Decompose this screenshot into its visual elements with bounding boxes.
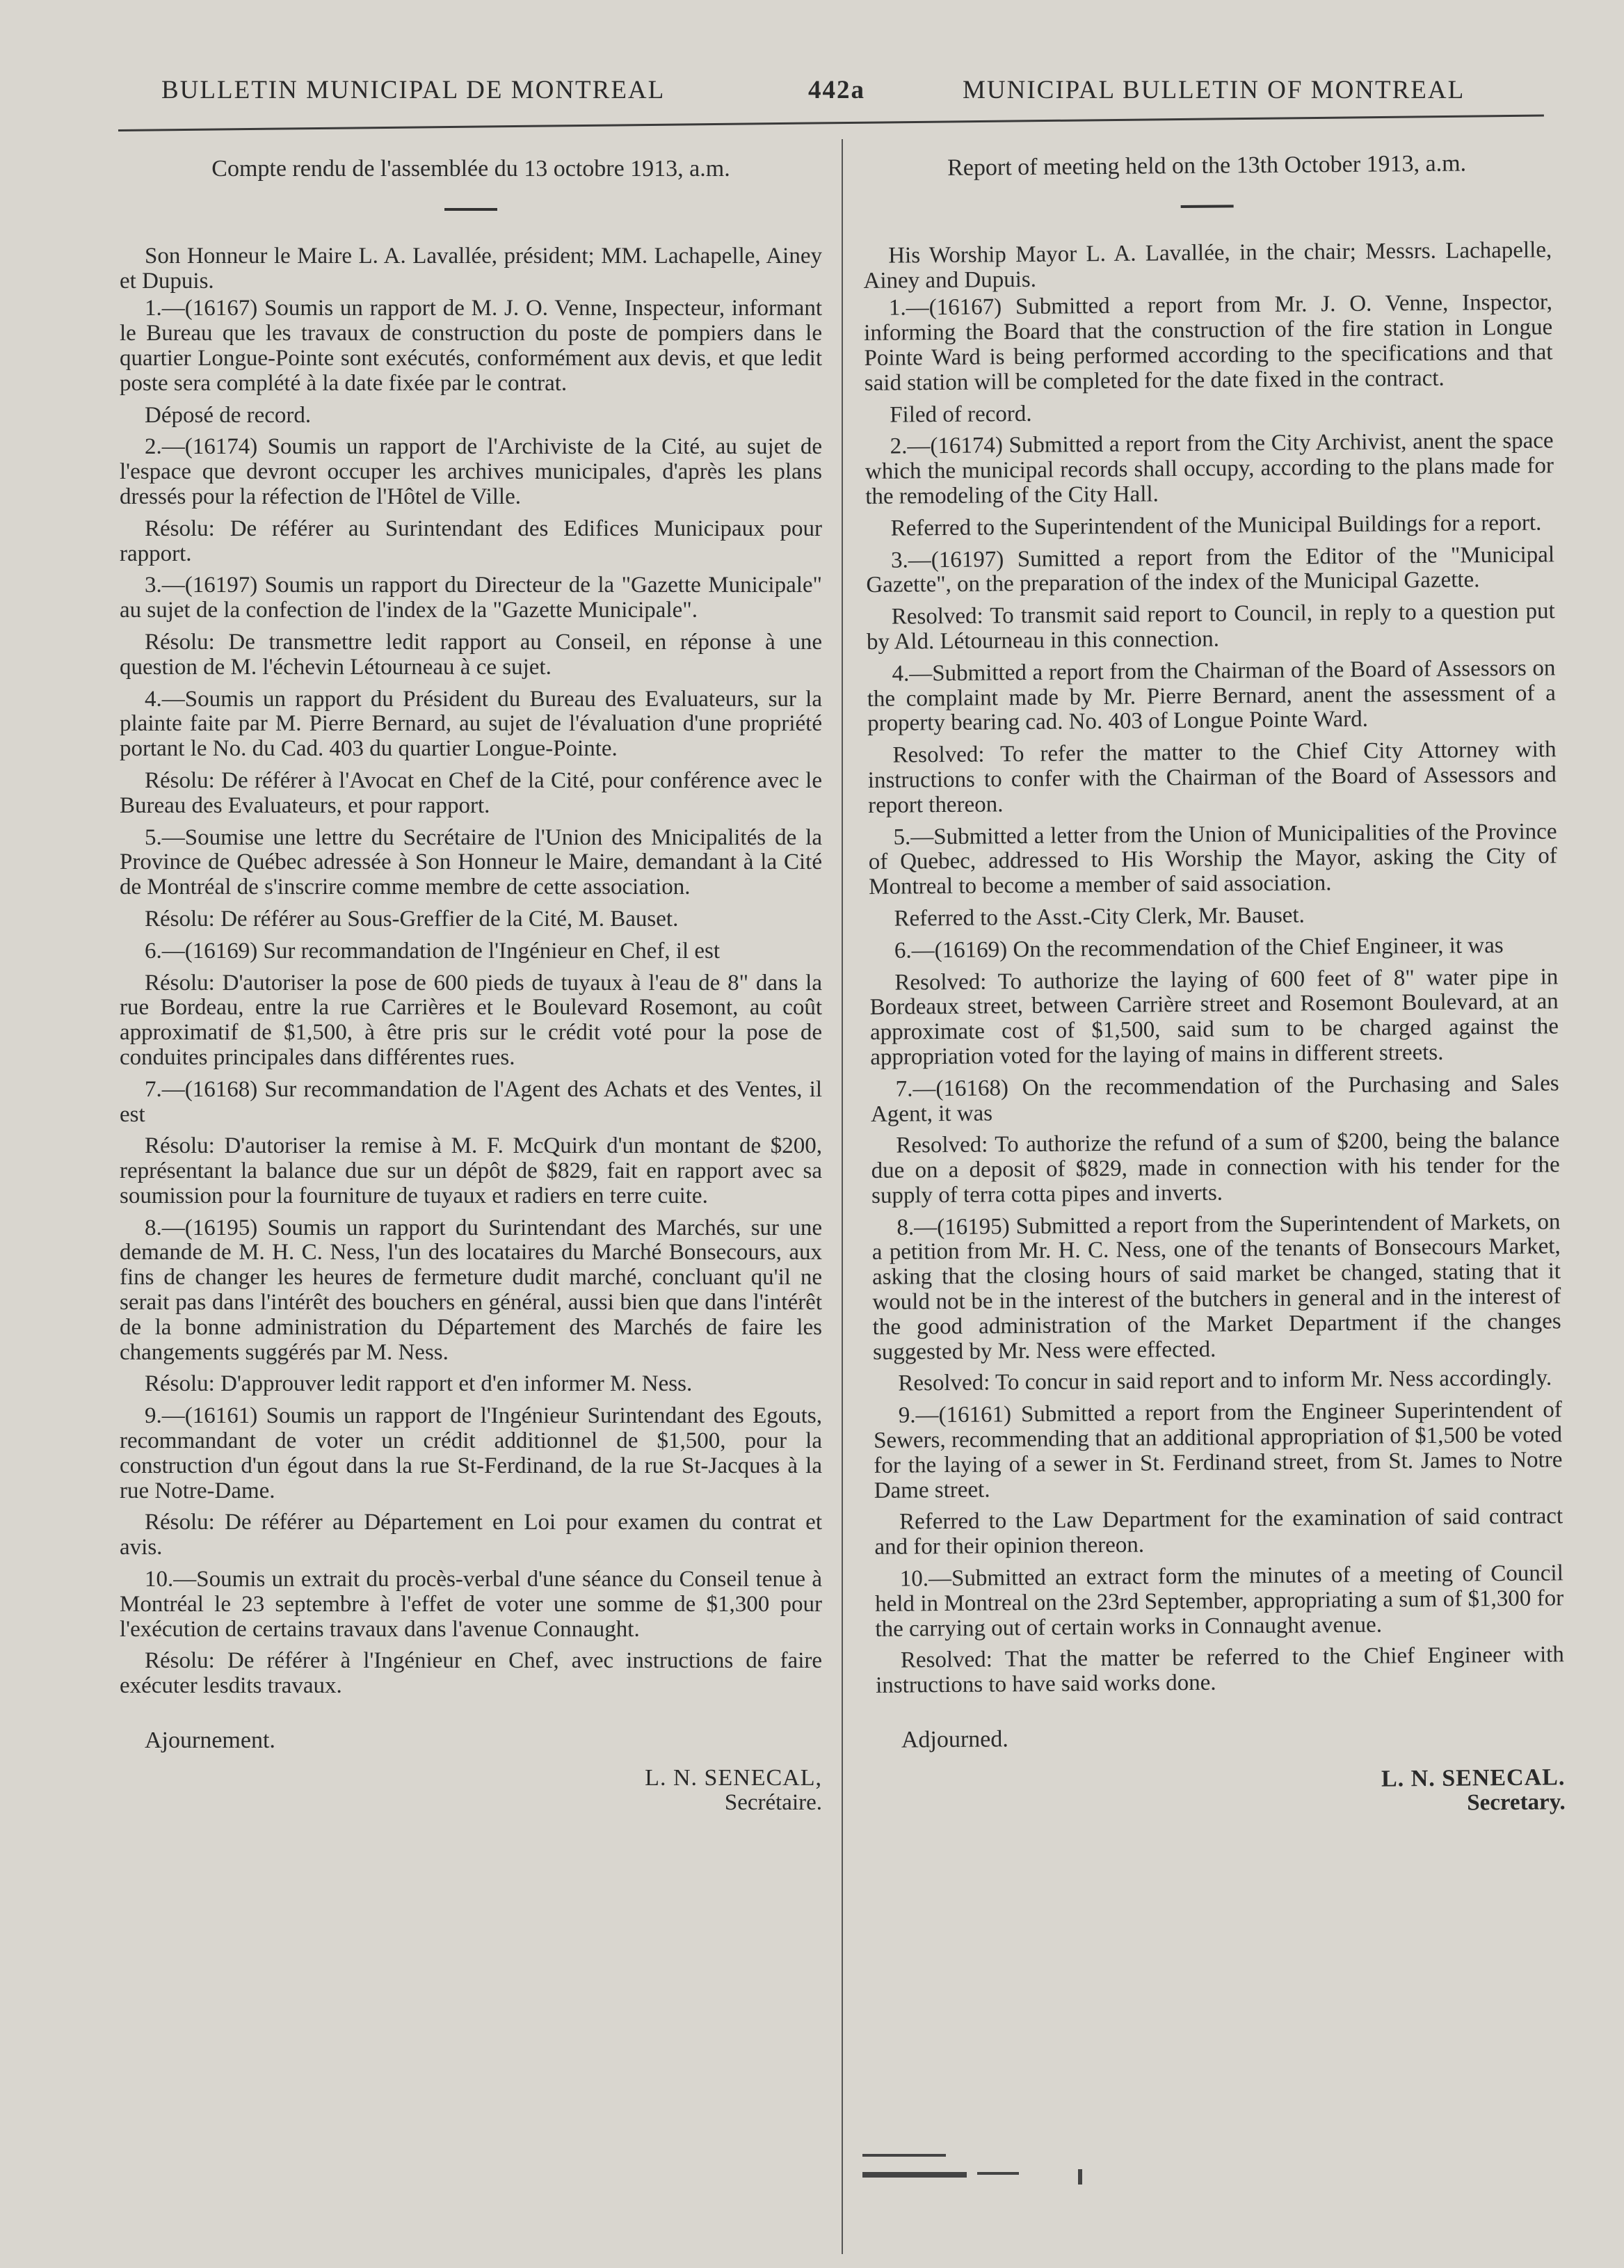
french-adjournment: Ajournement. (145, 1727, 275, 1754)
column-divider (842, 139, 843, 2254)
english-signature-role: Secretary. (1467, 1789, 1566, 1816)
french-paragraph: Résolu: De transmettre ledit rapport au Conseil, en réponse à une question de M. l'échevin Létourneau à ce sujet. (120, 629, 822, 680)
print-mark (862, 2154, 946, 2157)
french-paragraph: Résolu: De référer à l'Ingénieur en Chef, avec instructions de faire exécuter lesdits travaux. (120, 1648, 822, 1699)
french-paragraph: 4.—Soumis un rapport du Président du Bureau des Evaluateurs, sur la plainte faite par M. Pierre Bernard, au sujet de l'évaluation d'une propriété portant le No. du Cad. 403 du quartier Longue-Pointe. (120, 686, 822, 762)
english-paragraph: 4.—Submitted a report from the Chairman of the Board of Assessors on the complaint made by Mr. Pierre Bernard, anent the assessment of a property bearing cad. No. 403 of Longue Pointe Ward. (867, 655, 1556, 737)
french-column (120, 157, 822, 1815)
english-paragraph: Resolved: To authorize the refund of a sum of $200, being the balance due on a deposit of $829, made in connection with his tender for the supply of terra cotta pipes and inverts. (871, 1127, 1560, 1208)
print-mark (977, 2172, 1019, 2175)
french-paragraph: Déposé de record. (145, 402, 312, 428)
header-title-english: MUNICIPAL BULLETIN OF MONTREAL (963, 76, 1465, 104)
french-column-title: Compte rendu de l'assemblée du 13 octobre 1913, a.m. (211, 156, 730, 182)
english-paragraph: Referred to the Law Department for the examination of said contract and for their opinion thereon. (874, 1503, 1563, 1560)
english-paragraph: Resolved: To concur in said report and to inform Mr. Ness accordingly. (898, 1365, 1552, 1397)
french-paragraph: Son Honneur le Maire L. A. Lavallée, président; MM. Lachapelle, Ainey et Dupuis. (120, 243, 822, 294)
english-paragraph: Resolved: That the matter be referred to the Chief Engineer with instructions to have said works done. (876, 1642, 1564, 1699)
english-column (862, 150, 1566, 1821)
print-mark (862, 2172, 967, 2178)
header-rule (118, 115, 1544, 131)
english-paragraph: 10.—Submitted an extract form the minutes of a meeting of Council held in Montreal on the 23rd September, appropriating a sum of $1,300 for the carrying out of certain works in Connaught avenue. (875, 1560, 1564, 1642)
english-paragraph: 2.—(16174) Submitted a report from the City Archivist, anent the space which the municipal records shall occupy, according to the plans made for the remodeling of the City Hall. (865, 428, 1554, 509)
english-paragraph: 7.—(16168) On the recommendation of the Purchasing and Sales Agent, it was (870, 1071, 1559, 1127)
english-paragraph: 5.—Submitted a letter from the Union of Municipalities of the Province of Quebec, addressed to His Worship the Mayor, asking the City of Montreal to become a member of said association. (868, 818, 1557, 900)
french-signature: L. N. SENECAL, (645, 1764, 822, 1791)
french-paragraph: 7.—(16168) Sur recommandation de l'Agent des Achats et des Ventes, il est (120, 1076, 822, 1127)
french-paragraph: 9.—(16161) Soumis un rapport de l'Ingénieur Surintendant des Egouts, recommandant de voter un crédit additionnel de $1,500, pour la construction d'un égout dans la rue St-Ferdinand, de la rue St-Jacques à la rue Notre-Dame. (120, 1403, 822, 1503)
print-artifact-marks (862, 2144, 1113, 2186)
french-paragraph: Résolu: De référer à l'Avocat en Chef de la Cité, pour conférence avec le Bureau des Evaluateurs, et pour rapport. (120, 767, 822, 818)
english-paragraph: 3.—(16197) Sumitted a report from the Editor of the "Municipal Gazette", on the preparation of the index of the Municipal Gazette. (866, 541, 1555, 598)
french-paragraph: 6.—(16169) Sur recommandation de l'Ingénieur en Chef, il est (145, 938, 721, 964)
print-mark (1078, 2169, 1082, 2185)
french-paragraph: Résolu: De référer au Sous-Greffier de la Cité, M. Bauset. (145, 906, 679, 932)
french-signature-role: Secrétaire. (724, 1789, 822, 1815)
french-paragraph: Résolu: D'approuver ledit rapport et d'en informer M. Ness. (145, 1371, 693, 1397)
english-paragraph: Referred to the Asst.-City Clerk, Mr. Bauset. (894, 902, 1305, 932)
french-paragraph: 5.—Soumise une lettre du Secrétaire de l'Union des Mnicipalités de la Province de Québec adressée à Son Honneur le Maire, demandant à la Cité de Montréal de s'inscrire comme membre de cette association. (120, 824, 822, 900)
english-column-title: Report of meeting held on the 13th October 1913, a.m. (947, 150, 1467, 181)
french-paragraph: Résolu: De référer au Département en Loi pour examen du contrat et avis. (120, 1510, 822, 1560)
english-signature: L. N. SENECAL. (1381, 1764, 1566, 1792)
english-paragraph: 1.—(16167) Submitted a report from Mr. J. O. Venne, Inspector, informing the Board that the construction of the fire station in Longue Pointe Ward is being performed according to the specifications and that said station will be completed for the date fixed in the contract. (864, 289, 1553, 396)
english-adjournment: Adjourned. (901, 1726, 1008, 1753)
french-paragraph: 3.—(16197) Soumis un rapport du Directeur de la "Gazette Municipale" au sujet de la confection de l'index de la "Gazette Municipale". (120, 573, 822, 623)
french-paragraph: Résolu: D'autoriser la pose de 600 pieds de tuyaux à l'eau de 8" dans la rue Bordeau, entre la rue Carrières et le Boulevard Rosemont, au coût approximatif de $1,500, à être pris sur le crédit voté pour la pose de conduites principales dans différentes rues. (120, 970, 822, 1070)
french-paragraph: Résolu: D'autoriser la remise à M. F. McQuirk d'un montant de $200, représentant la balance due sur un dépôt de $829, fait en rapport avec sa soumission pour la fourniture de tuyaux et radiers en terre cuite. (120, 1133, 822, 1208)
english-paragraph: Resolved: To authorize the laying of 600 feet of 8" water pipe in Bordeaux street, between Carrière street and Rosemont Boulevard, at an approximate cost of $1,500, said sum to be charged against the appropriation voted for the laying of mains in different streets. (869, 964, 1559, 1070)
english-paragraph: His Worship Mayor L. A. Lavallée, in the chair; Messrs. Lachapelle, Ainey and Dupuis. (863, 237, 1552, 294)
page-number: 442a (808, 76, 865, 104)
french-paragraph: 8.—(16195) Soumis un rapport du Surintendant des Marchés, sur une demande de M. H. C. Ness, l'un des locataires du Marché Bonsecours, aux fins de changer les heures de fermeture dudit marché, concluant qu'il ne serait pas dans l'intérêt des bouchers en général, aussi bien que dans l'intérêt de la bonne administration du Département des Marchés de faire les changements suggérés par M. Ness. (120, 1215, 822, 1365)
title-separator (1181, 205, 1234, 208)
french-paragraph: Résolu: De référer au Surintendant des Edifices Municipaux pour rapport. (120, 516, 822, 566)
english-paragraph: Resolved: To transmit said report to Council, in reply to a question put by Ald. Létourneau in this connection. (866, 598, 1555, 655)
page-header (0, 0, 1624, 139)
english-paragraph: Referred to the Superintendent of the Municipal Buildings for a report. (890, 510, 1542, 541)
french-paragraph: 2.—(16174) Soumis un rapport de l'Archiviste de la Cité, au sujet de l'espace que devront occuper les archives municipales, d'après les plans dressés pour la réfection de l'Hôtel de Ville. (120, 434, 822, 509)
english-paragraph: 9.—(16161) Submitted a report from the Engineer Superintendent of Sewers, recommending that an additional appropriation of $1,500 be voted for the laying of a sewer in St. Ferdinand street, from St. James to Notre Dame street. (873, 1397, 1563, 1503)
title-separator (444, 208, 497, 211)
english-paragraph: 6.—(16169) On the recommendation of the Chief Engineer, it was (894, 932, 1504, 964)
english-paragraph: Resolved: To refer the matter to the Chief City Attorney with instructions to confer with the Chairman of the Board of Assessors and report thereon. (867, 737, 1557, 818)
english-paragraph: Filed of record. (890, 401, 1032, 428)
header-title-french: BULLETIN MUNICIPAL DE MONTREAL (161, 76, 666, 104)
french-paragraph: 1.—(16167) Soumis un rapport de M. J. O. Venne, Inspecteur, informant le Bureau que les travaux de construction du poste de pompiers dans le quartier Longue-Pointe sont exécutés, conformément aux devis, et que ledit poste sera complété à la date fixée par le contrat. (120, 296, 822, 396)
english-paragraph: 8.—(16195) Submitted a report from the Superintendent of Markets, on a petition from Mr. H. C. Ness, one of the tenants of Bonsecours Market, asking that the closing hours of said market be changed, stating that it would not be in the interest of the butchers in general and in the interest of the good administration of the Market Department if the changes suggested by Mr. Ness were effected. (871, 1208, 1561, 1365)
french-paragraph: 10.—Soumis un extrait du procès-verbal d'une séance du Conseil tenue à Montréal le 23 septembre à l'effet de voter une somme de $1,300 pour l'exécution de certains travaux dans l'avenue Connaught. (120, 1567, 822, 1642)
